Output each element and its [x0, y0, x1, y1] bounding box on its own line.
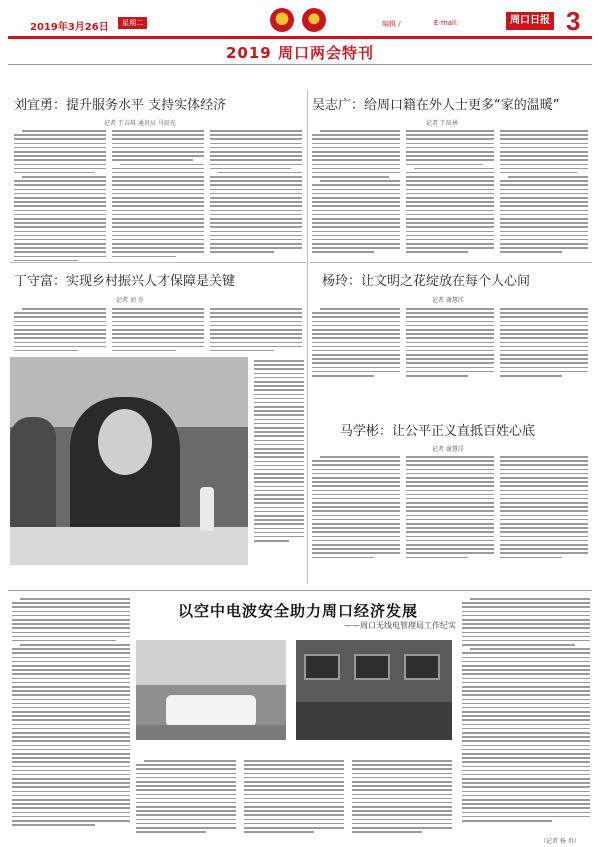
newspaper-logo: 周口日报 — [506, 12, 554, 30]
article-byline: 记者 王辰林 — [426, 120, 458, 127]
feature-body-column — [462, 598, 590, 824]
feature-headline: 以空中电波安全助力周口经济发展 — [177, 602, 418, 620]
national-emblem-icon — [270, 8, 294, 32]
article-body-column — [500, 130, 588, 256]
article-headline: 刘宜勇：提升服务水平 支持实体经济 — [14, 98, 227, 113]
article-headline: 杨玲：让文明之花绽放在每个人心间 — [322, 274, 531, 289]
page-number: 3 — [566, 6, 581, 36]
article-headline: 吴志广：给周口籍在外人士更多“家的温暖” — [312, 98, 560, 113]
article-headline: 丁守富：实现乡村振兴人才保障是关键 — [14, 274, 236, 289]
section-divider — [310, 262, 592, 263]
article-body-column — [254, 360, 304, 544]
section-divider — [10, 262, 306, 263]
article-body-column — [406, 456, 494, 561]
article-body-column — [406, 130, 494, 256]
article-body-column — [112, 130, 204, 260]
editor-email: E-mail: — [434, 19, 459, 27]
article-body-column — [500, 456, 588, 561]
article-body-column — [312, 308, 400, 379]
reporter-photo — [10, 357, 248, 565]
article-body-column — [500, 308, 588, 379]
editor-credit: 编辑 / — [382, 20, 401, 28]
column-divider — [307, 90, 308, 584]
feature-body-column — [352, 760, 452, 835]
article-byline: 记者 谢慧洋 — [432, 446, 464, 453]
cppcc-emblem-icon — [302, 8, 326, 32]
article-byline: 记者 刘 乔 — [116, 297, 144, 304]
feature-body-column — [244, 760, 344, 835]
feature-subheadline: ——周口无线电管理局工作纪实 — [344, 621, 456, 630]
article-body-column — [14, 130, 106, 264]
article-byline: 记者 王吉琪 通讯员 马辰光 — [104, 120, 176, 127]
article-body-column — [312, 130, 400, 256]
feature-photo-control-room — [296, 640, 452, 740]
article-body-column — [112, 308, 204, 354]
feature-byline: （记者 杨 冉） — [540, 838, 580, 845]
special-issue-title: 2019 周口两会特刊 — [226, 44, 374, 62]
weekday-tag: 星期二 — [118, 17, 147, 29]
article-body-column — [210, 130, 302, 256]
article-byline: 记者 谢慧洋 — [432, 297, 464, 304]
article-headline: 马学彬：让公平正义直抵百姓心底 — [340, 424, 536, 439]
feature-photo-vehicle — [136, 640, 286, 740]
article-body-column — [14, 308, 106, 354]
article-body-column — [210, 308, 302, 354]
feature-body-column — [136, 760, 236, 835]
article-body-column — [406, 308, 494, 379]
title-rule — [8, 64, 592, 65]
issue-date: 2019年3月26日 — [30, 22, 109, 33]
masthead-rule — [8, 36, 592, 39]
feature-body-column — [12, 598, 130, 828]
article-body-column — [312, 456, 400, 561]
